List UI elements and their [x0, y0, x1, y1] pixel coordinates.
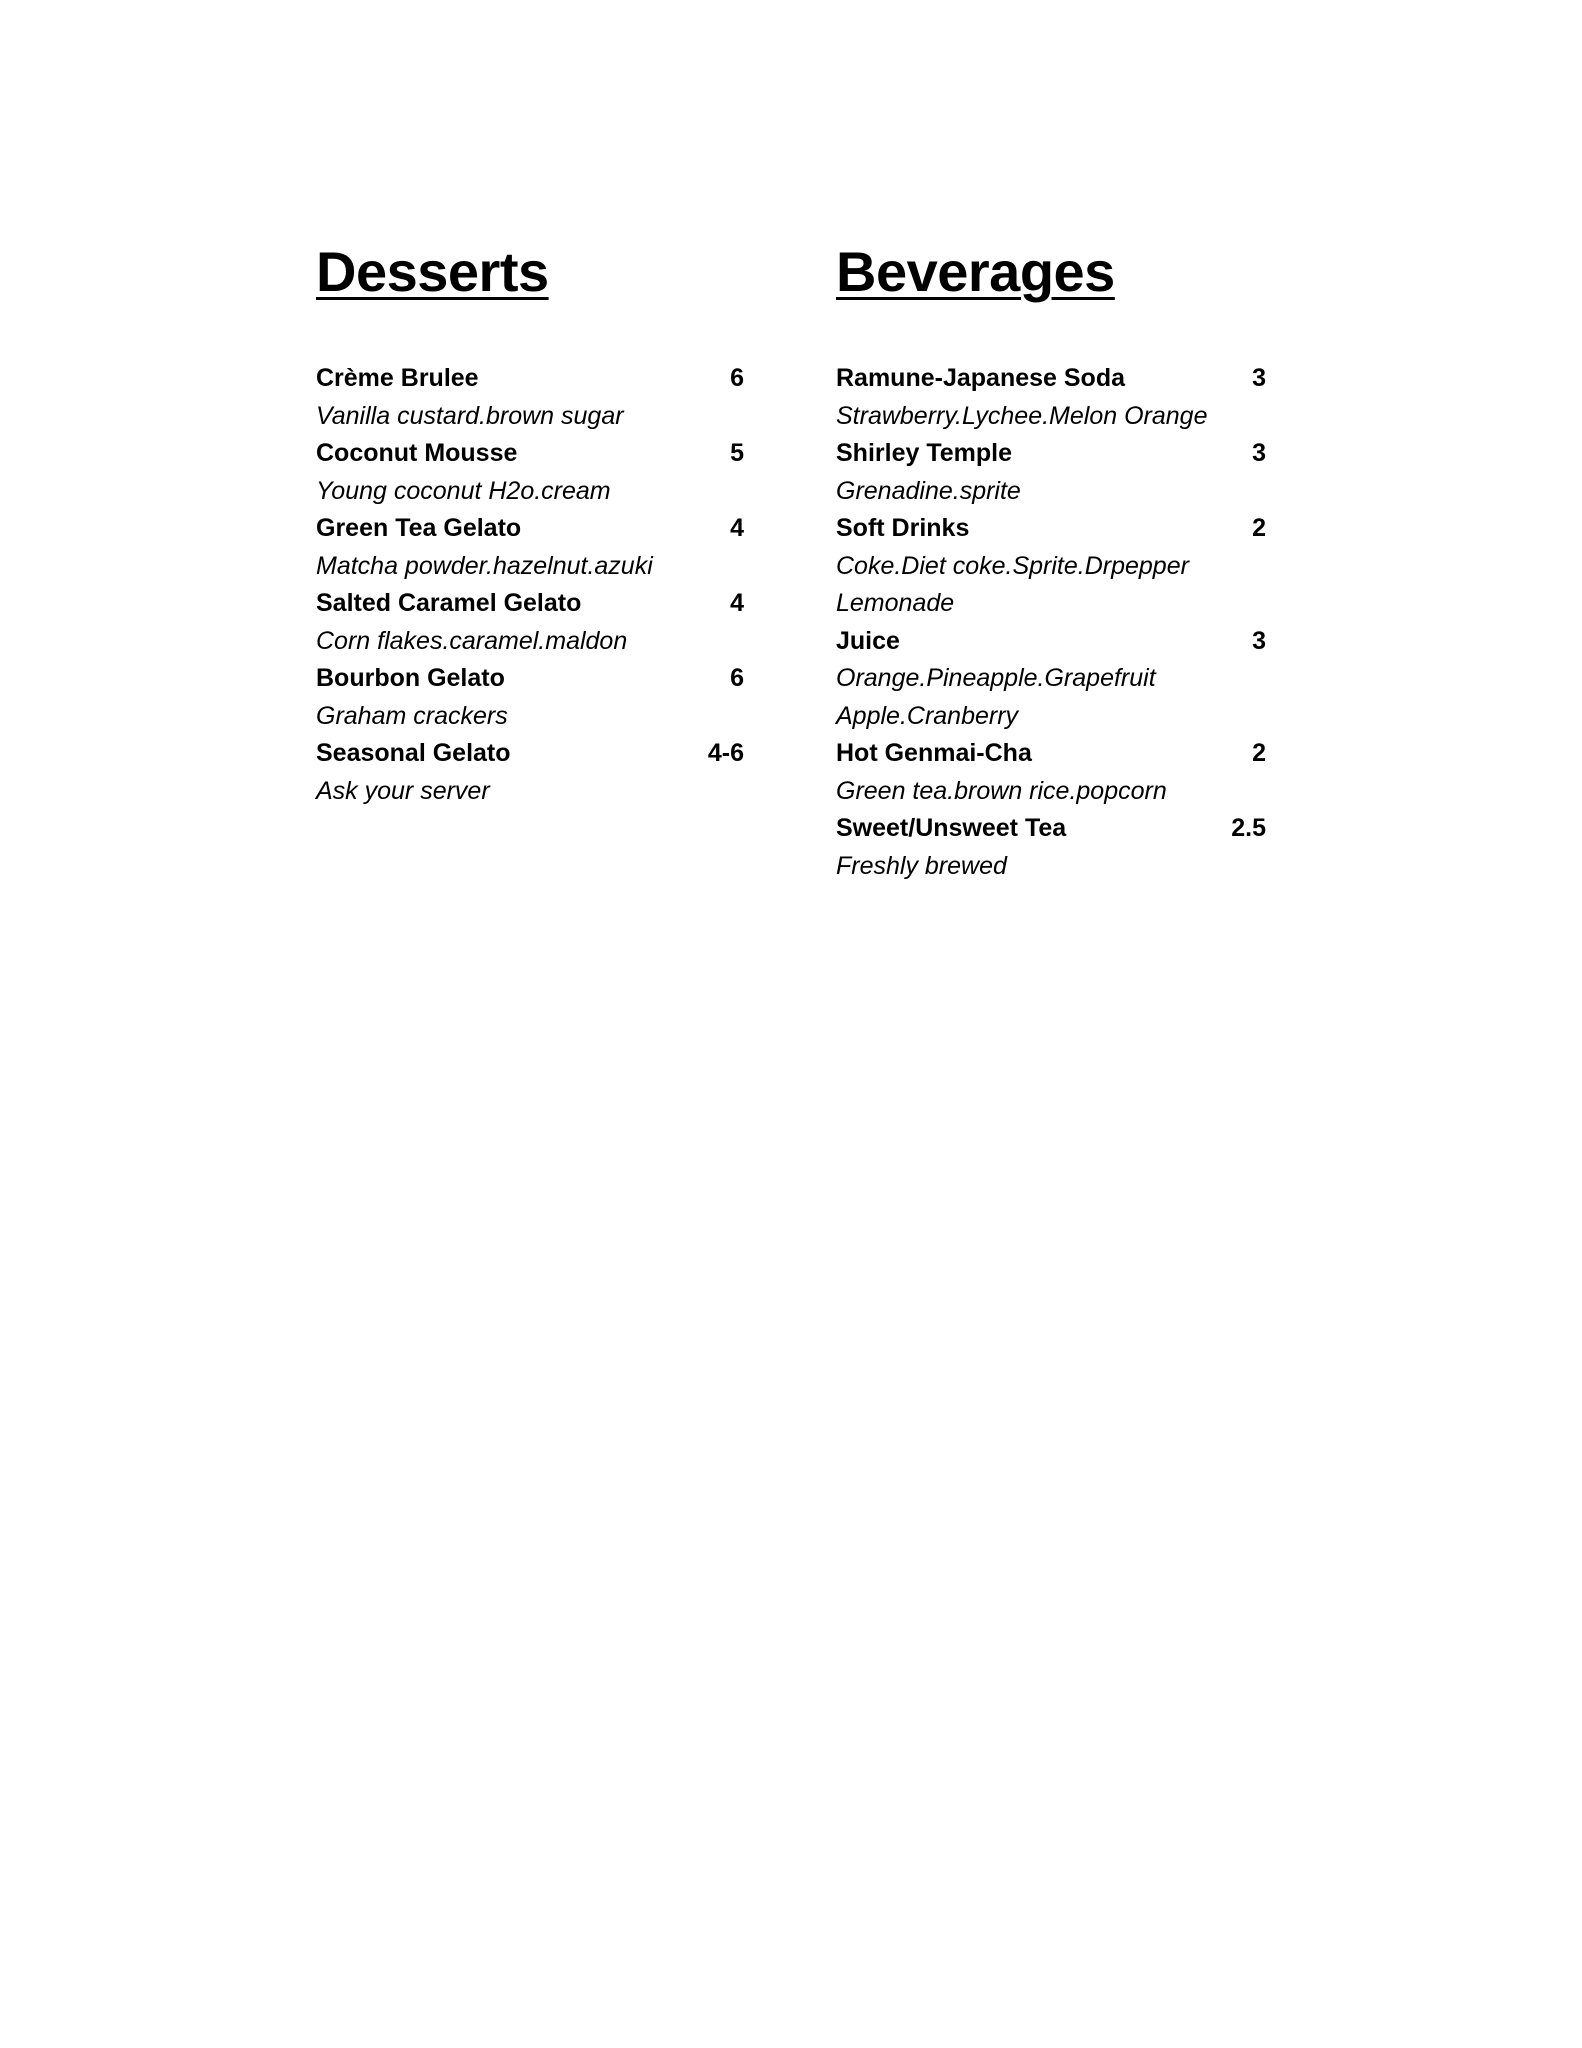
item-name: Crème Brulee: [316, 364, 479, 392]
menu-item: [316, 360, 746, 398]
item-description: Orange.Pineapple.Grapefruit: [836, 664, 1156, 692]
menu-item: [316, 660, 746, 698]
item-name: Coconut Mousse: [316, 439, 518, 467]
item-description: Freshly brewed: [836, 851, 1007, 880]
item-description: Graham crackers: [316, 701, 508, 730]
item-price: 3: [1252, 364, 1266, 392]
item-description: Corn flakes.caramel.maldon: [316, 626, 628, 655]
item-price: 2.5: [1231, 814, 1266, 842]
item-name: Hot Genmai-Cha: [836, 739, 1032, 767]
item-price: 4: [730, 514, 744, 542]
menu-item: [316, 510, 746, 548]
item-description: Matcha powder.hazelnut.azuki: [316, 551, 653, 580]
item-description: Vanilla custard.brown sugar: [316, 401, 624, 430]
item-price: 6: [730, 364, 744, 392]
item-price: 2: [1252, 514, 1266, 542]
item-price: 6: [730, 664, 744, 692]
menu-item: [836, 510, 1266, 548]
item-name: Seasonal Gelato: [316, 739, 511, 767]
menu-item: [316, 735, 746, 773]
beverages-title: Beverages: [836, 240, 1115, 303]
item-description: Apple.Cranberry: [836, 701, 1019, 730]
item-name: Ramune-Japanese Soda: [836, 364, 1125, 392]
item-description: Young coconut H2o.cream: [316, 476, 611, 505]
menu-item: [316, 585, 746, 623]
item-price: 4-6: [707, 739, 744, 767]
item-description: Coke.Diet coke.Sprite.Drpepper: [836, 551, 1189, 580]
item-price: 2: [1252, 739, 1266, 767]
item-name: Juice: [836, 626, 900, 655]
item-price: 5: [730, 439, 744, 467]
item-description: Strawberry.Lychee.Melon Orange: [836, 401, 1208, 430]
menu-item: [836, 435, 1266, 473]
desserts-list: [316, 360, 746, 810]
menu-item: [836, 810, 1266, 848]
menu-item: [836, 623, 1266, 661]
beverages-list: [836, 360, 1266, 885]
item-price: 3: [1252, 626, 1266, 655]
item-description: Lemonade: [836, 589, 955, 617]
menu-item: [836, 360, 1266, 398]
item-description: Grenadine.sprite: [836, 476, 1021, 505]
item-name: Sweet/Unsweet Tea: [836, 814, 1067, 842]
desserts-section: [316, 236, 746, 810]
item-name: Soft Drinks: [836, 514, 970, 542]
item-description: Green tea.brown rice.popcorn: [836, 776, 1167, 805]
item-name: Bourbon Gelato: [316, 664, 505, 692]
item-name: Green Tea Gelato: [316, 514, 522, 542]
item-price: 4: [730, 589, 744, 617]
item-price: 3: [1252, 439, 1266, 467]
menu-item: [836, 735, 1266, 773]
item-name: Salted Caramel Gelato: [316, 589, 582, 617]
desserts-title: Desserts: [316, 240, 549, 303]
item-description: Ask your server: [316, 776, 490, 805]
item-name: Shirley Temple: [836, 439, 1012, 467]
beverages-section: [836, 236, 1266, 885]
menu-item: [316, 435, 746, 473]
